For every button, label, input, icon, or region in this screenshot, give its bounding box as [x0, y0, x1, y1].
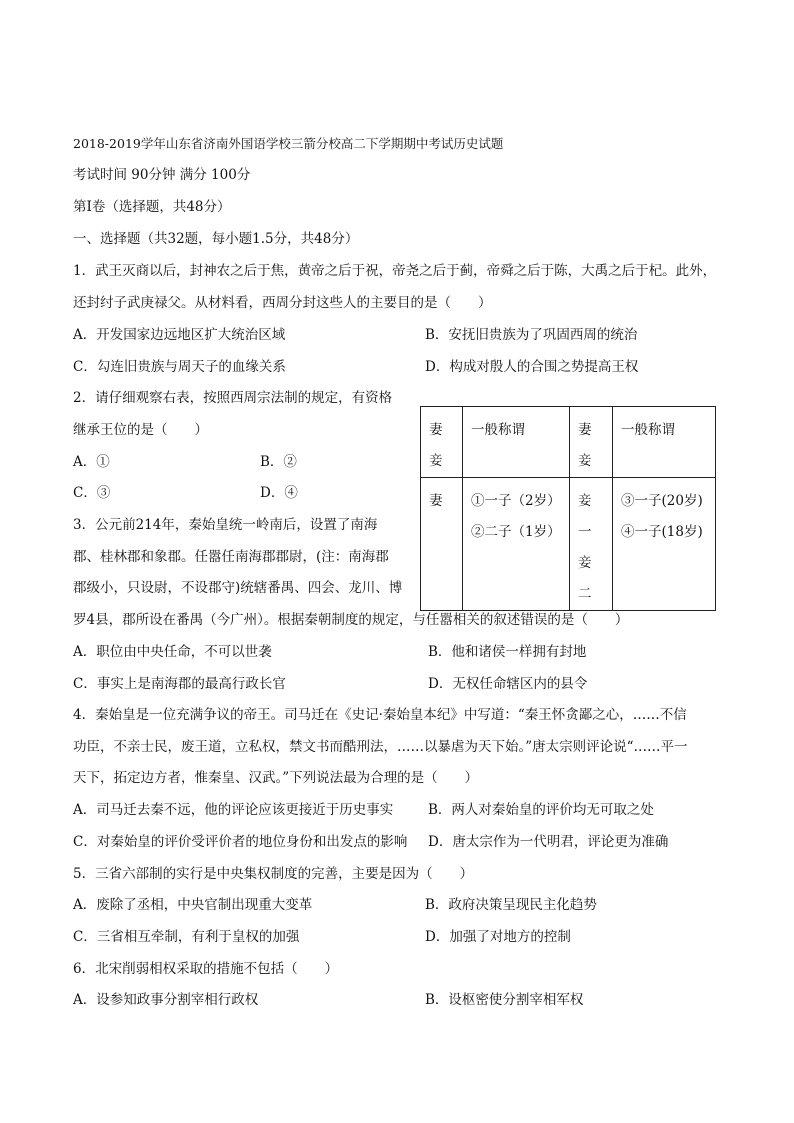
q6-option-a: A．设参知政事分割宰相行政权	[73, 992, 259, 1008]
table-cell: ③一子(20岁) ④一子(18岁)	[613, 478, 716, 611]
q3-stem-line-1: 3．公元前214年，秦始皇统一岭南后，设置了南海	[73, 517, 378, 533]
q2-option-d: D．④	[260, 485, 298, 501]
q4-option-c: C．对秦始皇的评价受评价者的地位身份和出发点的影响	[73, 834, 408, 850]
q3-option-b: B．他和诸侯一样拥有封地	[428, 644, 587, 660]
q6-option-b: B．设枢密使分割宰相军权	[425, 992, 584, 1008]
section-heading: 第Ⅰ卷（选择题，共48分）	[73, 199, 231, 215]
q2-stem-line-1: 2．请仔细观察右表，按照西周宗法制的规定，有资格	[73, 390, 393, 406]
table-cell: ①一子（2岁） ②二子（1岁）	[463, 478, 570, 611]
q4-stem-line-3: 天下，拓定边方者，惟秦皇、汉武。”下列说法最为合理的是（ ）	[73, 770, 479, 786]
table-cell: 妻	[421, 478, 463, 611]
q4-option-a: A．司马迁去秦不远，他的评论应该更接近于历史事实	[73, 802, 394, 818]
doc-title: 2018-2019学年山东省济南外国语学校三箭分校高二下学期期中考试历史试题	[73, 136, 504, 151]
table-header-cell: 妻 妾	[570, 407, 613, 478]
q4-stem-line-1: 4．秦始皇是一位充满争议的帝王。司马迁在《史记·秦始皇本纪》中写道：“秦王怀贪鄙之心，……不信	[73, 707, 687, 723]
q3-stem-line-4: 罗4县，郡所设在番禺（今广州）。根据秦朝制度的规定，与任嚣相关的叙述错误的是（ ）	[73, 612, 629, 628]
q5-stem-line-1: 5．三省六部制的实行是中央集权制度的完善，主要是因为（ ）	[73, 866, 474, 882]
q4-option-d: D．唐太宗作为一代明君，评论更为准确	[428, 834, 669, 850]
table-cell: 妾 一 妾 二	[570, 478, 613, 611]
q5-option-b: B．政府决策呈现民主化趋势	[425, 897, 597, 913]
table-header-cell: 一般称谓	[613, 407, 716, 478]
q3-stem-line-3: 郡级小，只设尉，不设郡守)统辖番禺、四会、龙川、博	[73, 580, 403, 596]
q2-option-a: A．①	[73, 454, 110, 470]
q3-option-d: D．无权任命辖区内的县令	[428, 676, 588, 692]
table-header-cell: 一般称谓	[463, 407, 570, 478]
q1-option-d: D．构成对殷人的合围之势提高王权	[425, 359, 639, 375]
q3-option-c: C．事实上是南海郡的最高行政长官	[73, 676, 286, 692]
q1-option-c: C．勾连旧贵族与周天子的血缘关系	[73, 359, 286, 375]
part-heading: 一、选择题（共32题，每小题1.5分，共48分）	[73, 231, 359, 247]
q3-stem-line-2: 郡、桂林郡和象郡。任嚣任南海郡郡尉，(注：南海郡	[73, 549, 389, 565]
exam-time-info: 考试时间 90分钟 满分 100分	[73, 167, 251, 183]
q2-stem-line-2: 继承王位的是（ ）	[73, 422, 208, 438]
q1-stem-line-1: 1．武王灭商以后，封神农之后于焦，黄帝之后于祝，帝尧之后于蓟，帝舜之后于陈，大禹之后于杞。此外，	[73, 263, 717, 279]
q5-option-c: C．三省相互牵制，有利于皇权的加强	[73, 929, 300, 945]
q1-option-a: A．开发国家边远地区扩大统治区域	[73, 327, 286, 343]
q4-stem-line-2: 功臣，不亲士民，废王道，立私权，禁文书而酷刑法，……以暴虐为天下始。”唐太宗则评论说“……平一	[73, 739, 688, 755]
q6-stem-line-1: 6．北宋削弱相权采取的措施不包括（ ）	[73, 961, 339, 977]
q5-option-a: A．废除了丞相，中央官制出现重大变革	[73, 897, 313, 913]
q1-option-b: B．安抚旧贵族为了巩固西周的统治	[425, 327, 638, 343]
q2-option-c: C．③	[73, 485, 111, 501]
table-header-cell: 妻 妾	[421, 407, 463, 478]
succession-table	[420, 406, 716, 611]
q2-option-b: B．②	[260, 454, 297, 470]
q1-stem-line-2: 还封纣子武庚禄父。从材料看，西周分封这些人的主要目的是（ ）	[73, 295, 492, 311]
q4-option-b: B．两人对秦始皇的评价均无可取之处	[428, 802, 654, 818]
q3-option-a: A．职位由中央任命，不可以世袭	[73, 644, 272, 660]
q5-option-d: D．加强了对地方的控制	[425, 929, 571, 945]
